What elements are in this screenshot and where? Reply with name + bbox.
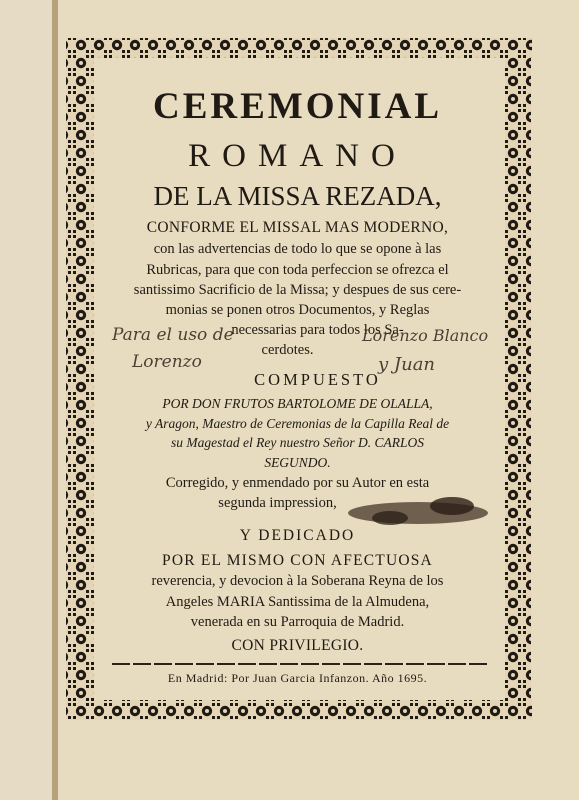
dedication-line-1: POR EL MISMO CON AFECTUOSA <box>162 552 433 569</box>
dedication-heading: Y DEDICADO <box>239 527 356 544</box>
description-line-7: cerdotes. <box>261 342 314 358</box>
author-line-1: POR DON FRUTOS BARTOLOME DE OLALLA, <box>162 396 433 411</box>
corrected-line-1: Corregido, y enmendado por su Autor en esta <box>165 475 430 491</box>
dedication-line-2: reverencia, y devocion à la Soberana Reyna de los <box>151 573 444 589</box>
author-line-2: y Aragon, Maestro de Ceremonias de la Capilla Real de <box>145 416 450 431</box>
description-line-1: CONFORME EL MISSAL MAS MODERNO, <box>146 219 449 236</box>
title-line-1: CEREMONIAL <box>152 86 443 127</box>
corrected-line-2: segunda impression, <box>218 495 337 511</box>
handwriting-line-4: y Juan <box>378 354 436 375</box>
description-line-4: santissimo Sacrificio de la Missa; y despues de sus cere- <box>133 282 462 298</box>
compuesto-heading: COMPUESTO <box>254 370 381 389</box>
description-line-3: Rubricas, para que con toda perfeccion se ofrezca el <box>146 262 449 278</box>
description-line-2: con las advertencias de todo lo que se opone à las <box>153 241 442 257</box>
handwriting-line-2: Lorenzo <box>132 352 202 372</box>
title-line-3: DE LA MISSA REZADA, <box>153 181 442 211</box>
imprint-line: En Madrid: Por Juan Garcia Infanzon. Año 1695. <box>167 671 428 685</box>
author-line-4: SEGUNDO. <box>264 455 331 470</box>
description-line-6: necessarias para todos los Sa- <box>231 322 404 338</box>
handwriting-line-3: Lorenzo Blanco <box>362 326 489 345</box>
dedication-line-4: venerada en su Parroquia de Madrid. <box>190 614 405 630</box>
description-line-5: monias se ponen otros Documentos, y Reglas <box>165 302 430 318</box>
author-line-3: su Magestad el Rey nuestro Señor D. CARLOS <box>171 435 424 450</box>
handwriting-line-1: Para el uso de <box>112 325 234 345</box>
title-line-2: ROMANO <box>188 138 407 174</box>
dedication-line-3: Angeles MARIA Santissima de la Almudena, <box>165 594 430 610</box>
privilege-line: CON PRIVILEGIO. <box>231 637 364 654</box>
